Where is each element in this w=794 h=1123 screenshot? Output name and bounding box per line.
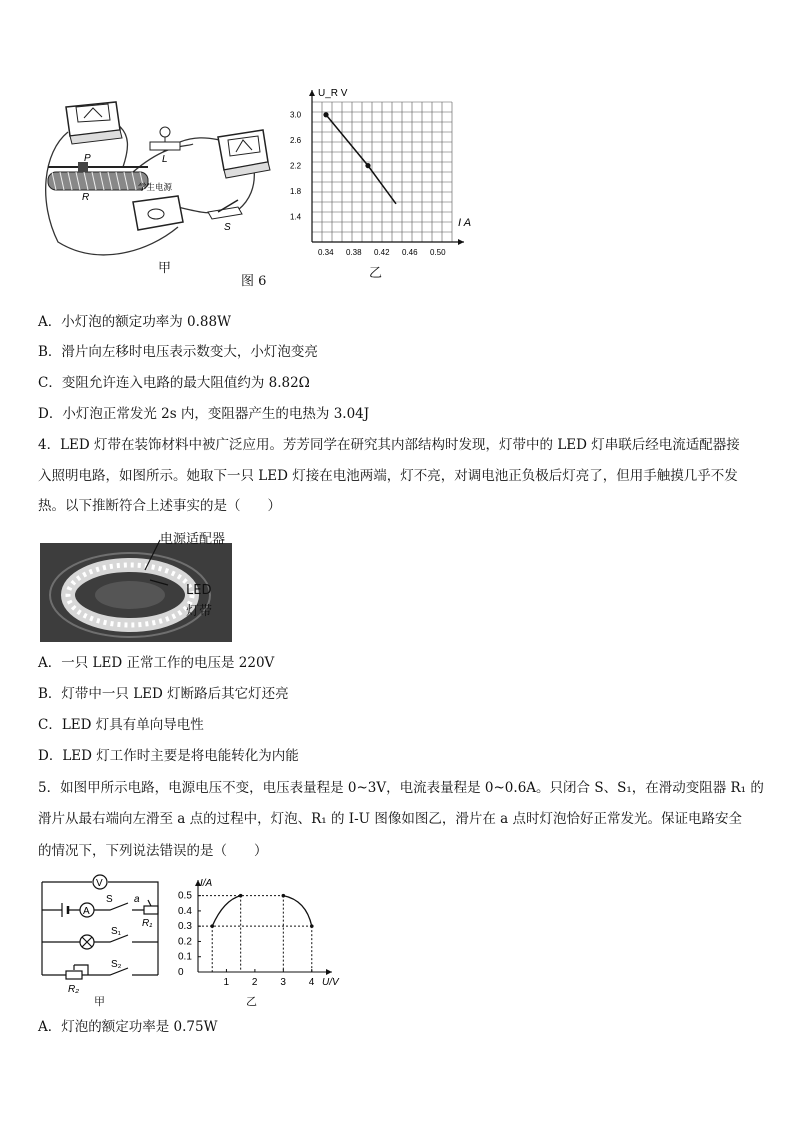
- q3-option-b: B．滑片向左移时电压表示数变大，小灯泡变亮: [38, 344, 318, 360]
- q3-option-d: D．小灯泡正常发光 2s 内，变阻器产生的电热为 3.04J: [38, 406, 370, 422]
- y-tick-label: 1.8: [290, 187, 302, 197]
- y-tick-label: 0.4: [178, 905, 192, 917]
- data-point: [239, 894, 243, 898]
- q5-text-line-3: 的情况下，下列说法错误的是（ ）: [38, 843, 268, 859]
- q5-right-caption: 乙: [246, 995, 257, 1008]
- q4-option-c: C．LED 灯具有单向导电性: [38, 717, 204, 733]
- data-point: [210, 924, 214, 928]
- adapter-label: 电源适配器: [160, 532, 226, 547]
- point-a-label: a: [134, 894, 140, 905]
- led-label: LED: [186, 583, 212, 598]
- lamp-device: [150, 127, 180, 150]
- figure6-left-caption: 甲: [158, 261, 172, 276]
- lamp-label: L: [162, 154, 168, 165]
- x-axis-label: I A: [458, 217, 472, 229]
- y-tick-label: 0.5: [178, 890, 192, 902]
- y-tick-label: 2.6: [290, 136, 302, 146]
- q5-left-caption: 甲: [94, 995, 105, 1008]
- q4-option-a: A．一只 LED 正常工作的电压是 220V: [38, 655, 275, 671]
- q5-option-a: A．灯泡的额定功率是 0.75W: [38, 1019, 218, 1035]
- q4-text-line-1: 4．LED 灯带在装饰材料中被广泛应用。芳芳同学在研究其内部结构时发现，灯带中的 LED 灯串联后经电流适配器接: [38, 437, 740, 453]
- x-tick-label: 0.38: [346, 248, 362, 257]
- figure6-right-caption: 乙: [369, 266, 383, 281]
- x-axis-arrow: [458, 239, 464, 245]
- rheostat-device: [48, 162, 148, 190]
- circuit-figure-6: [38, 92, 288, 267]
- switch-s1-label: S₁: [111, 926, 122, 937]
- data-series-line: [326, 115, 396, 204]
- x-tick-label: 3: [280, 977, 286, 988]
- q4-text-line-3: 热。以下推断符合上述事实的是（ ）: [38, 498, 281, 514]
- y-tick-label: 0.1: [178, 951, 192, 963]
- q5-circuit-diagram: [36, 870, 166, 995]
- data-point: [282, 894, 286, 898]
- y-axis-label: U_R V: [318, 88, 348, 99]
- ammeter-device: [218, 130, 270, 178]
- slider-label: P: [84, 153, 91, 164]
- r1-curve: [283, 896, 311, 927]
- ur-i-chart: [282, 82, 487, 257]
- i-u-chart: [168, 874, 339, 996]
- supply-label: 学生电源: [138, 182, 173, 192]
- switch-s-label: S: [106, 894, 113, 905]
- q5-text-line-1: 5．如图甲所示电路，电源电压不变，电压表量程是 0~3V，电流表量程是 0~0.6A。只闭合 S、S₁，在滑动变阻器 R₁ 的: [38, 780, 764, 796]
- q3-option-c: C．变阻允许连入电路的最大阻值约为 8.82Ω: [38, 375, 310, 391]
- y-tick-label: 0.2: [178, 936, 192, 948]
- y-tick-label: 0: [178, 967, 184, 978]
- q5-text-line-2: 滑片从最右端向左滑至 a 点的过程中，灯泡、R₁ 的 I-U 图像如图乙，滑片在 a 点时灯泡恰好正常发光。保证电路安全: [38, 811, 742, 827]
- data-point: [310, 924, 314, 928]
- x-tick-label: 0.46: [402, 248, 418, 257]
- data-point: [365, 163, 370, 168]
- ammeter-symbol: A: [83, 906, 90, 917]
- data-point: [323, 112, 328, 117]
- r1-label: R₁: [142, 918, 153, 929]
- x-tick-label: 4: [308, 977, 315, 988]
- x-tick-label: 0.50: [430, 248, 446, 257]
- r2-label: R₂: [68, 984, 80, 995]
- voltmeter-device: [66, 102, 122, 144]
- figure6-label: 图 6: [241, 274, 267, 289]
- q3-option-a: A．小灯泡的额定功率为 0.88W: [38, 314, 231, 330]
- lamp-curve: [212, 896, 240, 927]
- switch-label: S: [224, 222, 231, 233]
- x-tick-label: 1: [223, 977, 230, 988]
- y-tick-label: 3.0: [290, 110, 302, 120]
- y-tick-label: 0.3: [178, 921, 192, 933]
- x-axis-arrow: [326, 969, 332, 975]
- strip-label: 灯带: [186, 604, 213, 619]
- power-supply-device: [133, 196, 183, 230]
- x-axis-label: U/V: [322, 977, 339, 988]
- x-tick-label: 0.34: [318, 248, 334, 257]
- x-tick-label: 2: [251, 977, 258, 988]
- x-tick-label: 0.42: [374, 248, 390, 257]
- switch-device: [208, 200, 242, 219]
- voltmeter-symbol: V: [96, 878, 103, 889]
- y-tick-label: 1.4: [290, 212, 302, 222]
- q4-option-d: D．LED 灯工作时主要是将电能转化为内能: [38, 748, 299, 764]
- q4-option-b: B．灯带中一只 LED 灯断路后其它灯还亮: [38, 686, 289, 702]
- y-axis-arrow: [309, 90, 315, 96]
- switch-s2-label: S₂: [111, 959, 122, 970]
- q4-text-line-2: 入照明电路，如图所示。她取下一只 LED 灯接在电池两端，灯不亮，对调电池正负极后灯亮了，但用手触摸几乎不发: [38, 468, 738, 484]
- y-axis-label: I/A: [200, 878, 213, 889]
- resistor-label: R: [82, 192, 90, 203]
- y-tick-label: 2.2: [290, 161, 302, 171]
